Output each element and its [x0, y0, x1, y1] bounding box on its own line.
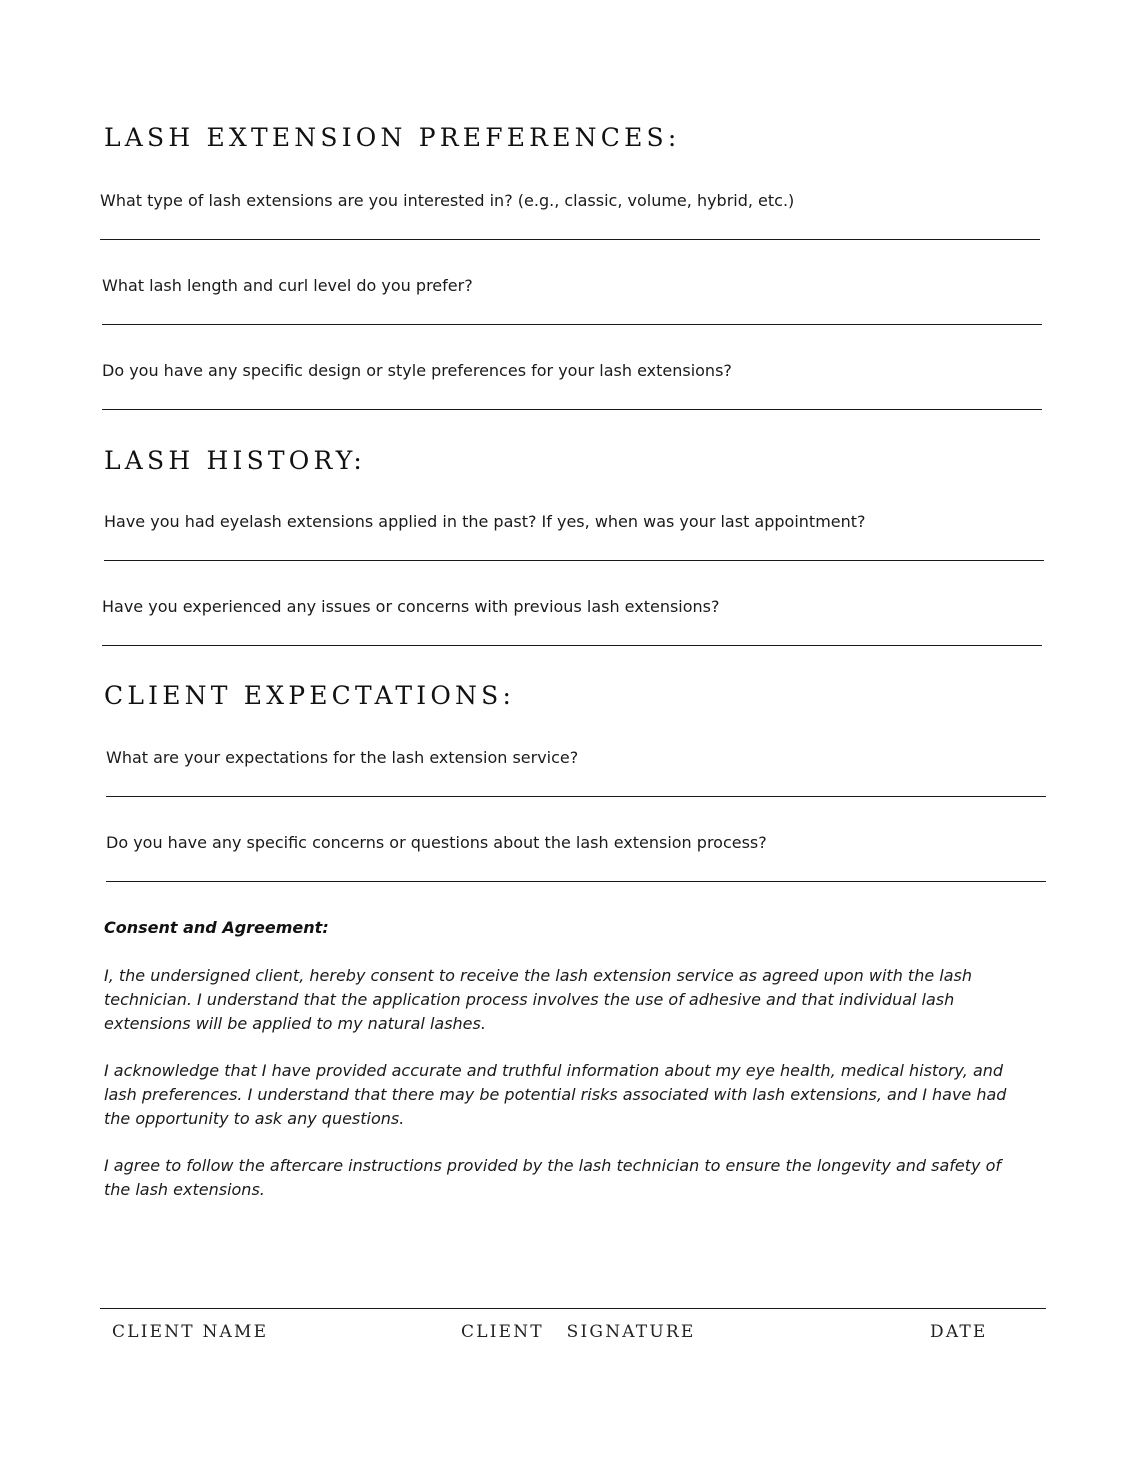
- section-heading-preferences: LASH EXTENSION PREFERENCES:: [104, 123, 681, 152]
- consent-paragraph: I acknowledge that I have provided accurate and truthful information about my eye health, medical history, and lash preferences. I understand that there may be potential risks associated with lash extensions, and I have had the opportunity to ask any questions.: [104, 1061, 1007, 1128]
- date-label: DATE: [930, 1322, 988, 1342]
- answer-line-previous-issues[interactable]: [102, 645, 1042, 646]
- signature-line[interactable]: [100, 1308, 1046, 1309]
- section-heading-expectations: CLIENT EXPECTATIONS:: [104, 681, 516, 710]
- question-design-style: Do you have any specific design or style preferences for your lash extensions?: [102, 361, 732, 380]
- answer-line-past-extensions[interactable]: [104, 560, 1044, 561]
- answer-line-expectations[interactable]: [106, 796, 1046, 797]
- answer-line-design-style[interactable]: [102, 409, 1042, 410]
- answer-line-process-concerns[interactable]: [106, 881, 1046, 882]
- client-name-label: CLIENT NAME: [112, 1322, 269, 1342]
- question-lash-type: What type of lash extensions are you interested in? (e.g., classic, volume, hybrid, etc.): [100, 191, 795, 210]
- question-past-extensions: Have you had eyelash extensions applied in the past? If yes, when was your last appointment?: [104, 512, 866, 531]
- answer-line-length-curl[interactable]: [102, 324, 1042, 325]
- answer-line-lash-type[interactable]: [100, 239, 1040, 240]
- consent-paragraph: I, the undersigned client, hereby consent to receive the lash extension service as agreed upon with the lash technician. I understand that the application process involves the use of adhesive and that individual lash extensions will be applied to my natural lashes.: [104, 966, 972, 1033]
- client-signature-label: CLIENT SIGNATURE: [461, 1322, 696, 1342]
- section-heading-history: LASH HISTORY:: [104, 446, 366, 475]
- question-length-curl: What lash length and curl level do you prefer?: [102, 276, 473, 295]
- question-process-concerns: Do you have any specific concerns or questions about the lash extension process?: [106, 833, 767, 852]
- question-expectations: What are your expectations for the lash extension service?: [106, 748, 579, 767]
- consent-paragraph: I agree to follow the aftercare instructions provided by the lash technician to ensure the longevity and safety of the lash extensions.: [104, 1156, 1001, 1199]
- consent-title: Consent and Agreement:: [104, 918, 329, 937]
- question-previous-issues: Have you experienced any issues or concerns with previous lash extensions?: [102, 597, 720, 616]
